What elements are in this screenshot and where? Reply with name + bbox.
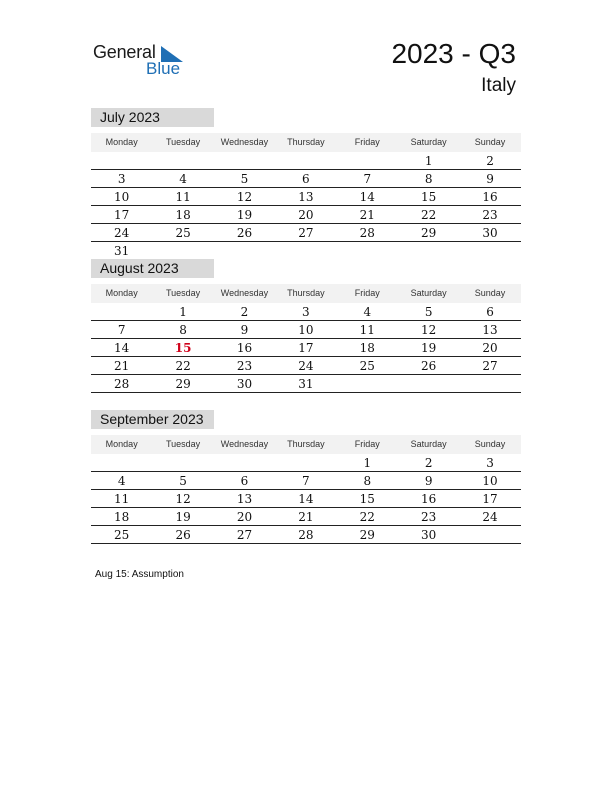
day-cell: 29	[421, 226, 437, 240]
month-label: August 2023	[91, 259, 214, 278]
week-row	[91, 304, 521, 321]
day-cell: 10	[114, 190, 130, 204]
week-row	[91, 153, 521, 170]
day-cell: 20	[482, 341, 498, 355]
generalblue-logo	[93, 42, 193, 78]
day-cell: 12	[421, 323, 437, 337]
day-cell: 16	[236, 341, 253, 355]
day-cell: 6	[302, 172, 310, 186]
week-row	[91, 473, 521, 490]
day-cell: 23	[236, 359, 253, 373]
weekday-label: Monday	[105, 288, 138, 298]
day-cell: 14	[298, 492, 314, 506]
day-cell: 7	[117, 323, 126, 337]
week-row	[91, 322, 521, 339]
day-cell: 13	[236, 492, 253, 506]
day-cell: 8	[179, 323, 187, 337]
day-cell: 9	[486, 172, 494, 186]
day-cell: 29	[175, 377, 191, 391]
weekday-label: Friday	[354, 439, 380, 449]
weekday-label: Wednesday	[220, 137, 269, 147]
weekday-label: Monday	[105, 137, 138, 147]
day-cell	[275, 243, 336, 259]
day-cell: 17	[298, 341, 314, 355]
week-row	[91, 207, 521, 224]
day-cell: 19	[421, 341, 437, 355]
holiday-notes: Aug 15: Assumption	[95, 569, 184, 580]
weekday-label: Saturday	[410, 439, 447, 449]
day-cell: 19	[175, 510, 191, 524]
weekday-label: Thursday	[287, 439, 325, 449]
day-cell: 25	[359, 359, 375, 373]
weekday-label: Tuesday	[165, 288, 201, 298]
day-cell: 13	[298, 190, 314, 204]
day-cell: 3	[486, 456, 494, 470]
day-cell	[459, 243, 520, 259]
week-row	[91, 455, 521, 472]
day-cell: 25	[114, 528, 130, 542]
day-cell: 26	[421, 359, 437, 373]
day-cell: 24	[114, 226, 130, 240]
logo-text-general: General	[93, 42, 156, 62]
day-cell: 14	[359, 190, 375, 204]
day-cell: 12	[175, 492, 191, 506]
weekday-label: Sunday	[474, 137, 506, 147]
day-cell	[214, 153, 275, 169]
day-cell: 27	[482, 359, 498, 373]
day-cell	[152, 153, 213, 169]
day-cell: 15	[359, 492, 375, 506]
day-cell: 30	[236, 377, 253, 391]
day-cell: 24	[482, 510, 498, 524]
weekday-label: Monday	[105, 439, 138, 449]
day-cell: 21	[298, 510, 314, 524]
week-row	[91, 243, 521, 259]
day-cell: 2	[240, 305, 249, 319]
weekday-label: Saturday	[410, 288, 447, 298]
day-cell: 24	[298, 359, 314, 373]
day-cell: 22	[359, 510, 375, 524]
weekday-label: Friday	[354, 137, 380, 147]
month-september	[91, 410, 521, 544]
week-row	[91, 171, 521, 188]
day-cell	[337, 243, 398, 259]
logo-text-blue: Blue	[146, 59, 181, 78]
day-cell: 11	[114, 492, 130, 506]
day-cell	[152, 455, 213, 471]
day-cell: 5	[424, 305, 433, 319]
month-label: September 2023	[91, 410, 214, 429]
weekday-label: Wednesday	[220, 439, 269, 449]
day-cell: 27	[298, 226, 314, 240]
day-cell: 26	[175, 528, 191, 542]
month-label: July 2023	[91, 108, 214, 127]
day-cell: 11	[175, 190, 191, 204]
day-cell: 17	[482, 492, 498, 506]
day-cell: 30	[482, 226, 498, 240]
day-cell: 8	[363, 474, 372, 488]
day-cell: 15	[421, 190, 437, 204]
day-cell: 22	[175, 359, 191, 373]
week-row	[91, 358, 521, 375]
day-cell: 3	[117, 172, 126, 186]
day-cell: 1	[179, 305, 187, 319]
day-cell	[275, 455, 336, 471]
day-cell: 26	[236, 226, 253, 240]
day-cell	[398, 376, 459, 392]
day-cell: 20	[298, 208, 314, 222]
day-cell: 13	[482, 323, 498, 337]
week-row	[91, 225, 521, 242]
week-row	[91, 527, 521, 544]
week-row	[91, 491, 521, 508]
weekday-label: Wednesday	[220, 288, 269, 298]
day-cell: 7	[363, 172, 372, 186]
holiday-day-cell: 15	[174, 341, 192, 355]
day-cell	[91, 455, 152, 471]
weekday-label: Sunday	[474, 439, 506, 449]
day-cell: 6	[240, 474, 249, 488]
day-cell: 17	[114, 208, 130, 222]
day-cell: 2	[424, 456, 433, 470]
day-cell: 27	[236, 528, 253, 542]
day-cell: 8	[424, 172, 433, 186]
week-row	[91, 340, 521, 357]
weekday-label: Thursday	[287, 288, 325, 298]
day-cell: 4	[117, 474, 126, 488]
day-cell: 18	[359, 341, 375, 355]
day-cell: 23	[421, 510, 437, 524]
day-cell: 29	[359, 528, 375, 542]
day-cell: 25	[175, 226, 191, 240]
week-row	[91, 189, 521, 206]
day-cell: 11	[359, 323, 375, 337]
day-cell: 6	[486, 305, 494, 319]
day-cell: 1	[424, 154, 433, 168]
day-cell: 18	[114, 510, 130, 524]
day-cell: 12	[236, 190, 253, 204]
day-cell: 16	[421, 492, 437, 506]
day-cell	[91, 304, 152, 320]
day-cell: 20	[236, 510, 253, 524]
day-cell	[337, 376, 398, 392]
day-cell: 9	[240, 323, 249, 337]
day-cell: 21	[114, 359, 130, 373]
day-cell: 14	[114, 341, 130, 355]
day-cell: 9	[424, 474, 433, 488]
day-cell: 28	[359, 226, 375, 240]
day-cell: 28	[114, 377, 130, 391]
weekday-label: Saturday	[410, 137, 447, 147]
day-cell: 10	[298, 323, 314, 337]
weekday-header-row	[91, 284, 521, 303]
day-cell: 4	[363, 305, 372, 319]
day-cell: 1	[363, 456, 372, 470]
month-august	[91, 259, 521, 393]
day-cell: 28	[298, 528, 314, 542]
weekday-header-row	[91, 435, 521, 454]
day-cell	[275, 153, 336, 169]
day-cell	[337, 153, 398, 169]
weekday-label: Tuesday	[165, 137, 201, 147]
day-cell: 16	[482, 190, 498, 204]
day-cell: 7	[302, 474, 310, 488]
month-july	[91, 108, 521, 259]
day-cell	[459, 527, 520, 543]
day-cell: 2	[486, 154, 494, 168]
day-cell: 21	[359, 208, 375, 222]
day-cell: 3	[302, 305, 310, 319]
day-cell: 18	[175, 208, 191, 222]
day-cell	[152, 243, 213, 259]
day-cell: 23	[482, 208, 498, 222]
day-cell	[214, 243, 275, 259]
weekday-label: Sunday	[474, 288, 506, 298]
day-cell	[91, 153, 152, 169]
day-cell: 30	[421, 528, 437, 542]
weekday-label: Tuesday	[165, 439, 201, 449]
week-row	[91, 376, 521, 393]
week-row	[91, 509, 521, 526]
weekday-header-row	[91, 133, 521, 152]
day-cell: 22	[421, 208, 437, 222]
page-title: 2023 - Q3	[391, 38, 516, 69]
day-cell	[459, 376, 520, 392]
day-cell: 5	[179, 474, 187, 488]
day-cell: 31	[298, 377, 314, 391]
day-cell: 5	[240, 172, 249, 186]
day-cell: 19	[236, 208, 253, 222]
day-cell	[214, 455, 275, 471]
weekday-label: Thursday	[287, 137, 325, 147]
day-cell	[398, 243, 459, 259]
day-cell: 10	[482, 474, 498, 488]
day-cell: 31	[114, 244, 130, 258]
day-cell: 4	[179, 172, 187, 186]
country-label: Italy	[481, 75, 516, 96]
weekday-label: Friday	[354, 288, 380, 298]
